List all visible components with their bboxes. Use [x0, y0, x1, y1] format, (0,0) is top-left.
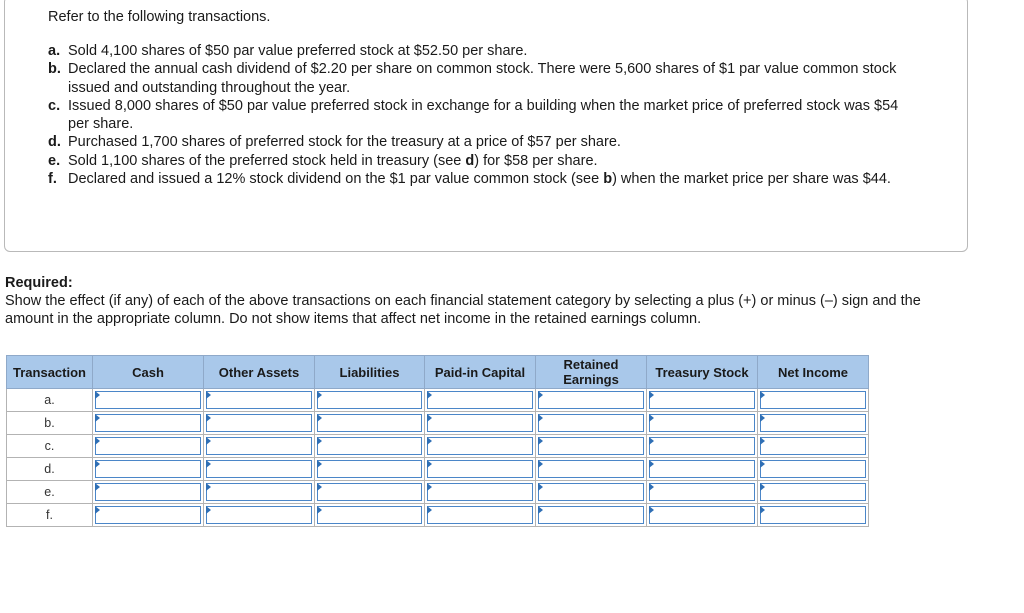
cell-treasury-stock [647, 504, 758, 527]
intro-text: Refer to the following transactions. [48, 9, 271, 25]
cell-treasury-stock [647, 458, 758, 481]
effects-table [6, 355, 869, 527]
dropdown-marker-icon[interactable] [317, 414, 322, 422]
treasury-stock-input[interactable] [649, 506, 755, 524]
item-letter: e. [48, 152, 61, 169]
treasury-stock-input[interactable] [649, 437, 755, 455]
cell-retained-earnings [536, 435, 647, 458]
cell-net-income [758, 504, 869, 527]
net-income-input[interactable] [760, 460, 866, 478]
cell-paid-in-capital [425, 435, 536, 458]
cell-retained-earnings [536, 481, 647, 504]
item-ref: d [465, 152, 475, 169]
other-assets-input[interactable] [206, 460, 312, 478]
dropdown-marker-icon[interactable] [427, 506, 432, 514]
row-label: e. [7, 481, 93, 504]
dropdown-marker-icon[interactable] [427, 483, 432, 491]
retained-earnings-input[interactable] [538, 483, 644, 501]
cell-other-assets [204, 412, 315, 435]
dropdown-marker-icon[interactable] [95, 483, 100, 491]
cash-input[interactable] [95, 506, 201, 524]
row-label: a. [7, 389, 93, 412]
liabilities-input[interactable] [317, 391, 422, 409]
item-text: Declared the annual cash dividend of $2.20 per share on common stock. There were 5,600 shares of $1 par value common stock issued and outstanding throughout the year. [68, 61, 897, 96]
dropdown-marker-icon[interactable] [760, 460, 765, 468]
cash-input[interactable] [95, 414, 201, 432]
treasury-stock-input[interactable] [649, 391, 755, 409]
dropdown-marker-icon[interactable] [317, 391, 322, 399]
dropdown-marker-icon[interactable] [206, 460, 211, 468]
dropdown-marker-icon[interactable] [427, 391, 432, 399]
dropdown-marker-icon[interactable] [317, 437, 322, 445]
retained-earnings-input[interactable] [538, 506, 644, 524]
dropdown-marker-icon[interactable] [427, 437, 432, 445]
item-letter: b. [48, 61, 61, 78]
cash-input[interactable] [95, 483, 201, 501]
dropdown-marker-icon[interactable] [760, 506, 765, 514]
cell-cash [93, 458, 204, 481]
paid-in-capital-input[interactable] [427, 483, 533, 501]
dropdown-marker-icon[interactable] [538, 437, 543, 445]
cell-net-income [758, 481, 869, 504]
cell-retained-earnings [536, 504, 647, 527]
cell-net-income [758, 435, 869, 458]
transaction-item-f [48, 170, 918, 188]
header-retained-earnings: Retained Earnings [536, 356, 647, 389]
item-text: Issued 8,000 shares of $50 par value preferred stock in exchange for a building when the market price of preferred stock was $54 per share. [68, 97, 899, 133]
dropdown-marker-icon[interactable] [95, 391, 100, 399]
cash-input[interactable] [95, 460, 201, 478]
liabilities-input[interactable] [317, 437, 422, 455]
transaction-item-e [48, 152, 918, 170]
table-header-row [7, 356, 869, 389]
cell-paid-in-capital [425, 389, 536, 412]
cell-retained-earnings [536, 389, 647, 412]
cell-retained-earnings [536, 458, 647, 481]
table-row [7, 458, 869, 481]
dropdown-marker-icon[interactable] [538, 391, 543, 399]
dropdown-marker-icon[interactable] [649, 391, 654, 399]
other-assets-input[interactable] [206, 483, 312, 501]
table-row [7, 412, 869, 435]
net-income-input[interactable] [760, 483, 866, 501]
paid-in-capital-input[interactable] [427, 414, 533, 432]
dropdown-marker-icon[interactable] [760, 483, 765, 491]
paid-in-capital-input[interactable] [427, 391, 533, 409]
cell-net-income [758, 458, 869, 481]
dropdown-marker-icon[interactable] [206, 483, 211, 491]
header-transaction: Transaction [7, 356, 93, 389]
cell-liabilities [315, 481, 425, 504]
cell-liabilities [315, 458, 425, 481]
table-row [7, 389, 869, 412]
dropdown-marker-icon[interactable] [538, 460, 543, 468]
dropdown-marker-icon[interactable] [427, 414, 432, 422]
retained-earnings-input[interactable] [538, 391, 644, 409]
liabilities-input[interactable] [317, 506, 422, 524]
item-text: Purchased 1,700 shares of preferred stock for the treasury at a price of $57 per share. [68, 134, 621, 151]
cell-liabilities [315, 389, 425, 412]
dropdown-marker-icon[interactable] [649, 437, 654, 445]
paid-in-capital-input[interactable] [427, 437, 533, 455]
liabilities-input[interactable] [317, 414, 422, 432]
dropdown-marker-icon[interactable] [95, 506, 100, 514]
table-row [7, 481, 869, 504]
cell-other-assets [204, 504, 315, 527]
item-text-after: ) when the market price per share was $44. [612, 171, 891, 188]
cell-cash [93, 389, 204, 412]
liabilities-input[interactable] [317, 460, 422, 478]
net-income-input[interactable] [760, 391, 866, 409]
net-income-input[interactable] [760, 437, 866, 455]
cell-treasury-stock [647, 435, 758, 458]
dropdown-marker-icon[interactable] [538, 506, 543, 514]
dropdown-marker-icon[interactable] [538, 414, 543, 422]
retained-earnings-input[interactable] [538, 414, 644, 432]
item-text-before: Sold 1,100 shares of the preferred stock held in treasury (see [68, 152, 466, 169]
treasury-stock-input[interactable] [649, 460, 755, 478]
cell-cash [93, 504, 204, 527]
paid-in-capital-input[interactable] [427, 506, 533, 524]
transaction-item-c [48, 97, 918, 134]
table-row [7, 504, 869, 527]
required-text: Show the effect (if any) of each of the above transactions on each financial statement category by selecting a plus (+) or minus (–) sign and the amount in the appropriate column. Do not show items that affect net income in the retained earnings column. [5, 293, 921, 327]
other-assets-input[interactable] [206, 437, 312, 455]
treasury-stock-input[interactable] [649, 414, 755, 432]
dropdown-marker-icon[interactable] [206, 391, 211, 399]
cell-net-income [758, 389, 869, 412]
dropdown-marker-icon[interactable] [206, 414, 211, 422]
required-section [5, 274, 970, 328]
dropdown-marker-icon[interactable] [649, 483, 654, 491]
row-label: c. [7, 435, 93, 458]
other-assets-input[interactable] [206, 414, 312, 432]
transaction-item-b [48, 60, 918, 97]
item-text-before: Declared and issued a 12% stock dividend on the $1 par value common stock (see [68, 171, 604, 188]
item-letter: a. [48, 43, 61, 59]
cell-retained-earnings [536, 412, 647, 435]
header-cash: Cash [93, 356, 204, 389]
item-letter: f. [48, 171, 57, 188]
cell-other-assets [204, 435, 315, 458]
transaction-list [48, 42, 918, 188]
cell-treasury-stock [647, 412, 758, 435]
dropdown-marker-icon[interactable] [538, 483, 543, 491]
cell-paid-in-capital [425, 412, 536, 435]
cell-paid-in-capital [425, 458, 536, 481]
header-liabilities: Liabilities [315, 356, 425, 389]
dropdown-marker-icon[interactable] [95, 414, 100, 422]
dropdown-marker-icon[interactable] [760, 437, 765, 445]
cell-paid-in-capital [425, 504, 536, 527]
transaction-item-a [48, 42, 918, 60]
dropdown-marker-icon[interactable] [95, 460, 100, 468]
cell-other-assets [204, 389, 315, 412]
other-assets-input[interactable] [206, 506, 312, 524]
retained-earnings-input[interactable] [538, 437, 644, 455]
dropdown-marker-icon[interactable] [760, 414, 765, 422]
table-row [7, 435, 869, 458]
liabilities-input[interactable] [317, 483, 422, 501]
dropdown-marker-icon[interactable] [427, 460, 432, 468]
dropdown-marker-icon[interactable] [206, 437, 211, 445]
dropdown-marker-icon[interactable] [649, 414, 654, 422]
cell-cash [93, 481, 204, 504]
item-ref: b [603, 171, 613, 188]
row-label: d. [7, 458, 93, 481]
cell-liabilities [315, 435, 425, 458]
cell-liabilities [315, 504, 425, 527]
other-assets-input[interactable] [206, 391, 312, 409]
cell-treasury-stock [647, 389, 758, 412]
dropdown-marker-icon[interactable] [95, 437, 100, 445]
net-income-input[interactable] [760, 414, 866, 432]
item-letter: d. [48, 134, 61, 151]
cell-treasury-stock [647, 481, 758, 504]
row-label: f. [7, 504, 93, 527]
retained-earnings-input[interactable] [538, 460, 644, 478]
transaction-item-d [48, 133, 918, 151]
dropdown-marker-icon[interactable] [649, 506, 654, 514]
net-income-input[interactable] [760, 506, 866, 524]
dropdown-marker-icon[interactable] [206, 506, 211, 514]
cell-paid-in-capital [425, 481, 536, 504]
cell-cash [93, 435, 204, 458]
row-label: b. [7, 412, 93, 435]
dropdown-marker-icon[interactable] [317, 506, 322, 514]
header-net-income: Net Income [758, 356, 869, 389]
cell-other-assets [204, 481, 315, 504]
required-heading: Required: [5, 275, 73, 291]
cell-net-income [758, 412, 869, 435]
dropdown-marker-icon[interactable] [317, 460, 322, 468]
treasury-stock-input[interactable] [649, 483, 755, 501]
header-other-assets: Other Assets [204, 356, 315, 389]
item-letter: c. [48, 97, 61, 114]
cash-input[interactable] [95, 437, 201, 455]
dropdown-marker-icon[interactable] [760, 391, 765, 399]
dropdown-marker-icon[interactable] [317, 483, 322, 491]
item-text: Sold 4,100 shares of $50 par value preferred stock at $52.50 per share. [68, 43, 528, 59]
cell-liabilities [315, 412, 425, 435]
cash-input[interactable] [95, 391, 201, 409]
paid-in-capital-input[interactable] [427, 460, 533, 478]
header-treasury-stock: Treasury Stock [647, 356, 758, 389]
header-paid-in-capital: Paid-in Capital [425, 356, 536, 389]
item-text-after: ) for $58 per share. [474, 152, 598, 169]
dropdown-marker-icon[interactable] [649, 460, 654, 468]
cell-other-assets [204, 458, 315, 481]
cell-cash [93, 412, 204, 435]
